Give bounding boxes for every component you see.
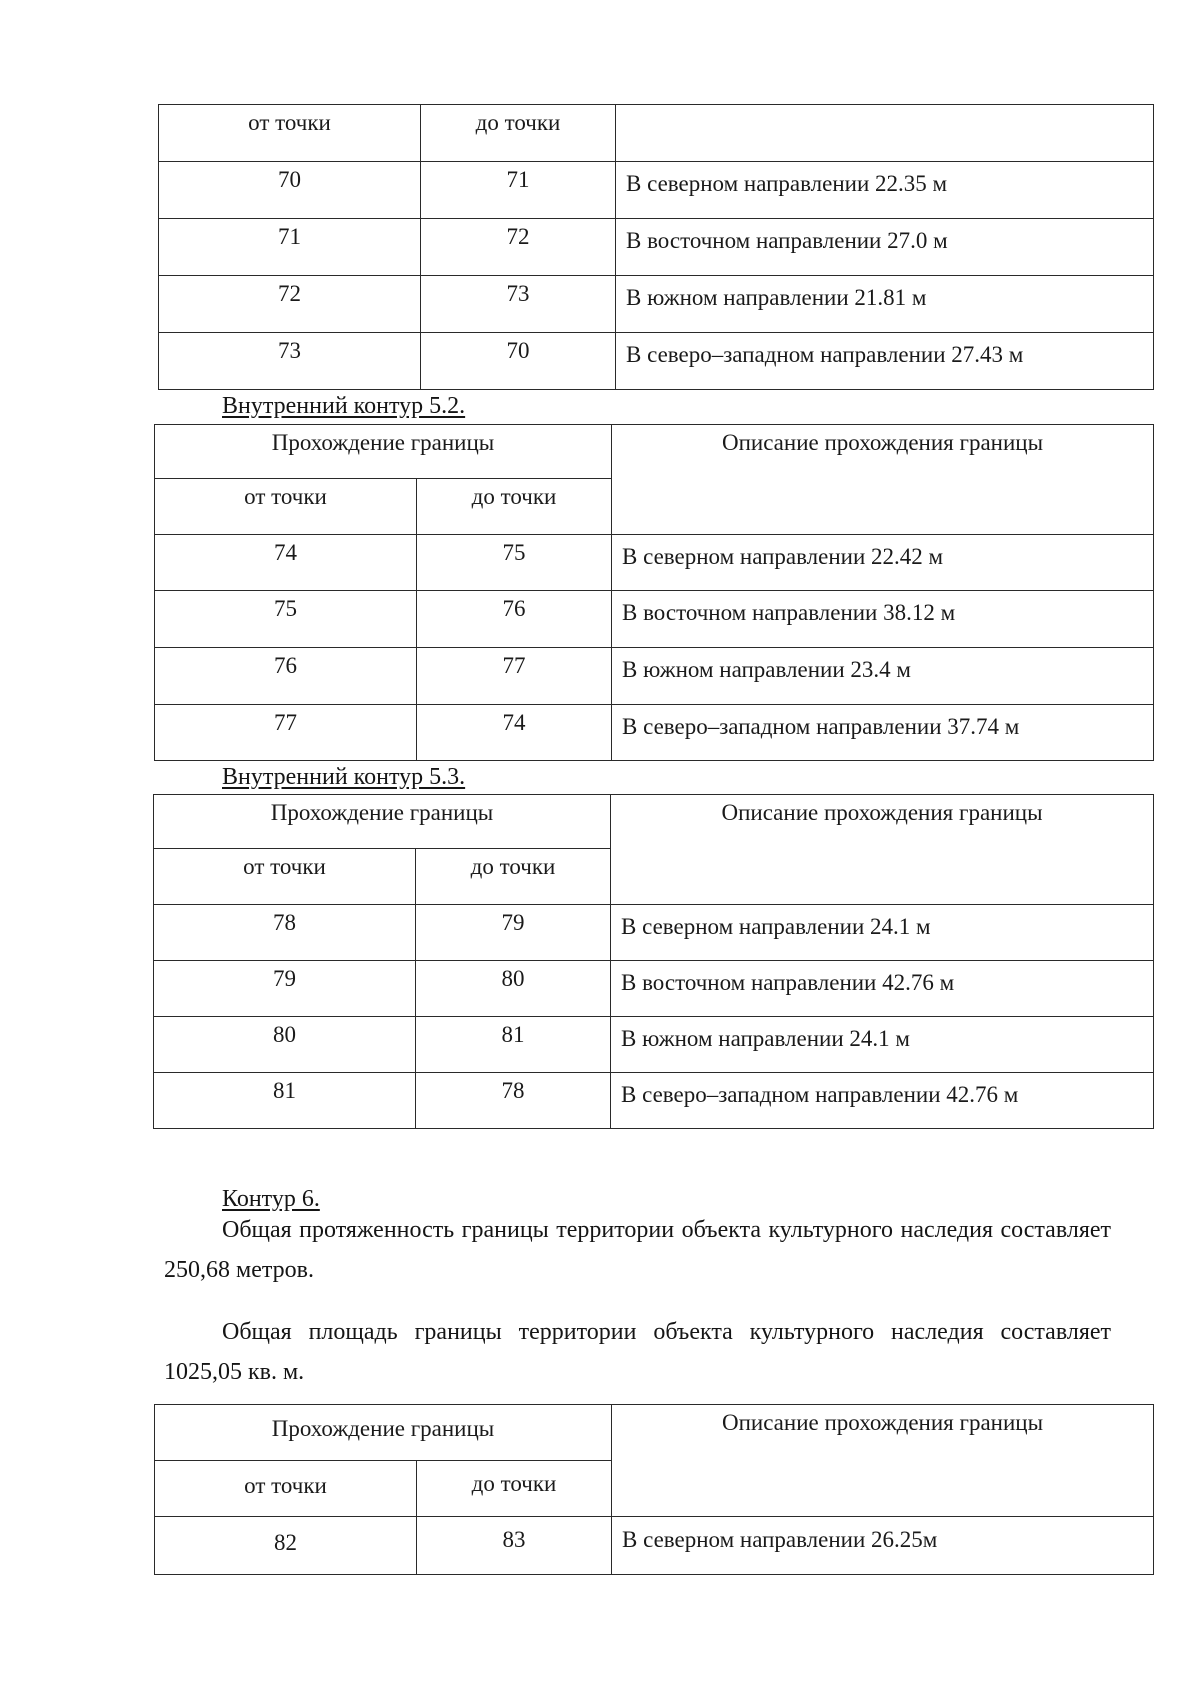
table-row [159, 333, 1154, 390]
row-to: 70 [421, 333, 616, 390]
header-from-point: от точки [155, 1461, 417, 1517]
header-passage: Прохождение границы [155, 425, 612, 479]
row-description: В северо–западном направлении 27.43 м [616, 333, 1154, 390]
header-to-point: до точки [421, 105, 616, 162]
section-title-contour-6: Контур 6. [222, 1186, 320, 1212]
table-row [159, 276, 1154, 333]
row-to: 74 [417, 705, 612, 761]
table-row [154, 1017, 1154, 1073]
header-to-point: до точки [417, 1461, 612, 1517]
header-from-point: от точки [155, 479, 417, 535]
header-from-point: от точки [154, 849, 416, 905]
boundary-table-continued [158, 104, 1154, 390]
row-from: 73 [159, 333, 421, 390]
row-to: 83 [417, 1517, 612, 1575]
table-row [155, 705, 1154, 761]
header-passage: Прохождение границы [155, 1405, 612, 1461]
header-description: Описание прохождения границы [612, 1405, 1154, 1517]
boundary-table-contour-5-3 [153, 794, 1154, 1129]
row-from: 77 [155, 705, 417, 761]
boundary-table-contour-6 [154, 1404, 1154, 1575]
row-description: В восточном направлении 27.0 м [616, 219, 1154, 276]
table-row [155, 648, 1154, 705]
row-to: 71 [421, 162, 616, 219]
row-description: В южном направлении 24.1 м [611, 1017, 1154, 1073]
row-from: 79 [154, 961, 416, 1017]
row-from: 74 [155, 535, 417, 591]
contour-6-area-paragraph: Общая площадь границы территории объекта культурного наследия составляет 1025,05 кв. м. [164, 1319, 1111, 1385]
row-to: 77 [417, 648, 612, 705]
table-row [155, 1517, 1154, 1575]
contour-6-length-paragraph: Общая протяженность границы территории объекта культурного наследия составляет 250,68 метров. [164, 1217, 1111, 1283]
row-description: В северо–западном направлении 37.74 м [612, 705, 1154, 761]
table-row [159, 162, 1154, 219]
row-to: 73 [421, 276, 616, 333]
row-description: В восточном направлении 42.76 м [611, 961, 1154, 1017]
row-from: 81 [154, 1073, 416, 1129]
row-from: 75 [155, 591, 417, 648]
row-to: 76 [417, 591, 612, 648]
table-row [154, 961, 1154, 1017]
row-from: 71 [159, 219, 421, 276]
table-row [154, 1073, 1154, 1129]
header-to-point: до точки [417, 479, 612, 535]
row-from: 78 [154, 905, 416, 961]
row-from: 82 [155, 1517, 417, 1575]
table-row [155, 535, 1154, 591]
row-description: В северном направлении 24.1 м [611, 905, 1154, 961]
section-title-contour-5-3: Внутренний контур 5.3. [222, 764, 466, 790]
row-to: 75 [417, 535, 612, 591]
row-from: 76 [155, 648, 417, 705]
table-row [159, 219, 1154, 276]
row-description: В южном направлении 21.81 м [616, 276, 1154, 333]
header-to-point: до точки [416, 849, 611, 905]
header-description-empty [616, 105, 1154, 162]
row-description: В северном направлении 22.42 м [612, 535, 1154, 591]
section-title-contour-5-2: Внутренний контур 5.2. [222, 393, 466, 419]
row-description: В северном направлении 22.35 м [616, 162, 1154, 219]
row-from: 72 [159, 276, 421, 333]
row-description: В южном направлении 23.4 м [612, 648, 1154, 705]
table-row [154, 905, 1154, 961]
row-from: 80 [154, 1017, 416, 1073]
row-description: В восточном направлении 38.12 м [612, 591, 1154, 648]
header-description: Описание прохождения границы [612, 425, 1154, 535]
row-from: 70 [159, 162, 421, 219]
header-description: Описание прохождения границы [611, 795, 1154, 905]
header-passage: Прохождение границы [154, 795, 611, 849]
row-to: 80 [416, 961, 611, 1017]
row-to: 79 [416, 905, 611, 961]
row-to: 72 [421, 219, 616, 276]
boundary-table-contour-5-2 [154, 424, 1154, 761]
row-description: В северо–западном направлении 42.76 м [611, 1073, 1154, 1129]
header-from-point: от точки [159, 105, 421, 162]
row-description: В северном направлении 26.25м [612, 1517, 1154, 1575]
table-row [155, 591, 1154, 648]
row-to: 81 [416, 1017, 611, 1073]
row-to: 78 [416, 1073, 611, 1129]
